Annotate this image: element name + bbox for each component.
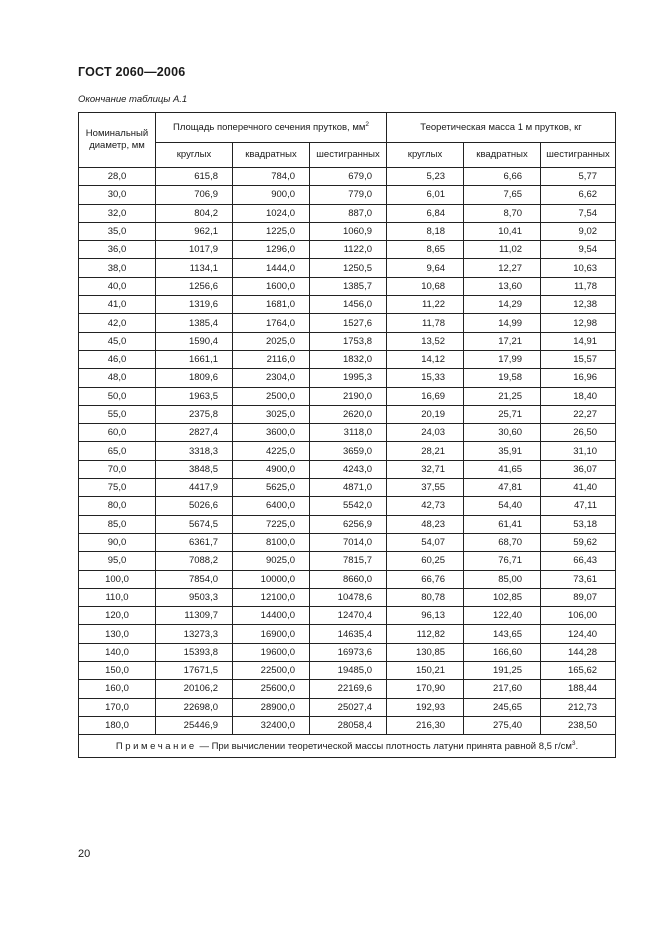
value-cell: 14,91 <box>541 332 616 350</box>
value-cell: 73,61 <box>541 570 616 588</box>
table-row <box>79 698 616 716</box>
value-cell: 19,58 <box>464 369 541 387</box>
value-cell: 6256,9 <box>310 515 387 533</box>
value-cell: 1385,4 <box>156 314 233 332</box>
value-cell: 784,0 <box>233 168 310 186</box>
value-cell: 16,96 <box>541 369 616 387</box>
value-cell: 3659,0 <box>310 442 387 460</box>
value-cell: 706,9 <box>156 186 233 204</box>
value-cell: 170,90 <box>387 680 464 698</box>
value-cell: 13,52 <box>387 332 464 350</box>
value-cell: 1134,1 <box>156 259 233 277</box>
table-body <box>79 168 616 735</box>
value-cell: 22500,0 <box>233 662 310 680</box>
diameter-cell: 35,0 <box>79 222 156 240</box>
diameter-cell: 160,0 <box>79 680 156 698</box>
value-cell: 11,02 <box>464 241 541 259</box>
value-cell: 41,65 <box>464 460 541 478</box>
value-cell: 12,38 <box>541 296 616 314</box>
diameter-cell: 30,0 <box>79 186 156 204</box>
value-cell: 1385,7 <box>310 277 387 295</box>
value-cell: 2304,0 <box>233 369 310 387</box>
value-cell: 4871,0 <box>310 479 387 497</box>
diameter-cell: 40,0 <box>79 277 156 295</box>
value-cell: 66,76 <box>387 570 464 588</box>
value-cell: 7854,0 <box>156 570 233 588</box>
value-cell: 17,99 <box>464 350 541 368</box>
value-cell: 10478,6 <box>310 588 387 606</box>
table-row <box>79 479 616 497</box>
value-cell: 6,84 <box>387 204 464 222</box>
value-cell: 15393,8 <box>156 643 233 661</box>
diameter-cell: 95,0 <box>79 552 156 570</box>
value-cell: 12100,0 <box>233 588 310 606</box>
value-cell: 900,0 <box>233 186 310 204</box>
value-cell: 30,60 <box>464 424 541 442</box>
value-cell: 1753,8 <box>310 332 387 350</box>
value-cell: 19600,0 <box>233 643 310 661</box>
value-cell: 8,65 <box>387 241 464 259</box>
value-cell: 10,63 <box>541 259 616 277</box>
table-row <box>79 222 616 240</box>
value-cell: 4417,9 <box>156 479 233 497</box>
value-cell: 59,62 <box>541 533 616 551</box>
value-cell: 6,66 <box>464 168 541 186</box>
value-cell: 42,73 <box>387 497 464 515</box>
value-cell: 2116,0 <box>233 350 310 368</box>
value-cell: 2620,0 <box>310 405 387 423</box>
table-row <box>79 533 616 551</box>
value-cell: 8100,0 <box>233 533 310 551</box>
value-cell: 1256,6 <box>156 277 233 295</box>
value-cell: 60,25 <box>387 552 464 570</box>
diameter-cell: 180,0 <box>79 716 156 734</box>
table-row <box>79 625 616 643</box>
value-cell: 53,18 <box>541 515 616 533</box>
value-cell: 19485,0 <box>310 662 387 680</box>
value-cell: 96,13 <box>387 607 464 625</box>
value-cell: 76,71 <box>464 552 541 570</box>
value-cell: 14,12 <box>387 350 464 368</box>
value-cell: 166,60 <box>464 643 541 661</box>
value-cell: 9,02 <box>541 222 616 240</box>
value-cell: 144,28 <box>541 643 616 661</box>
value-cell: 89,07 <box>541 588 616 606</box>
value-cell: 6,62 <box>541 186 616 204</box>
diameter-cell: 100,0 <box>79 570 156 588</box>
value-cell: 615,8 <box>156 168 233 186</box>
value-cell: 3600,0 <box>233 424 310 442</box>
subheader-mass-square: квадратных <box>464 143 541 168</box>
value-cell: 2500,0 <box>233 387 310 405</box>
value-cell: 1527,6 <box>310 314 387 332</box>
value-cell: 1963,5 <box>156 387 233 405</box>
table-row <box>79 570 616 588</box>
value-cell: 4225,0 <box>233 442 310 460</box>
value-cell: 2375,8 <box>156 405 233 423</box>
table-row <box>79 424 616 442</box>
value-cell: 17,21 <box>464 332 541 350</box>
value-cell: 2190,0 <box>310 387 387 405</box>
value-cell: 8,70 <box>464 204 541 222</box>
value-cell: 35,91 <box>464 442 541 460</box>
value-cell: 16900,0 <box>233 625 310 643</box>
value-cell: 122,40 <box>464 607 541 625</box>
value-cell: 3318,3 <box>156 442 233 460</box>
value-cell: 20106,2 <box>156 680 233 698</box>
value-cell: 21,25 <box>464 387 541 405</box>
value-cell: 15,33 <box>387 369 464 387</box>
value-cell: 28900,0 <box>233 698 310 716</box>
value-cell: 48,23 <box>387 515 464 533</box>
value-cell: 9,54 <box>541 241 616 259</box>
table-row <box>79 332 616 350</box>
value-cell: 10,41 <box>464 222 541 240</box>
value-cell: 37,55 <box>387 479 464 497</box>
value-cell: 124,40 <box>541 625 616 643</box>
value-cell: 7088,2 <box>156 552 233 570</box>
table-row <box>79 277 616 295</box>
value-cell: 1444,0 <box>233 259 310 277</box>
value-cell: 18,40 <box>541 387 616 405</box>
value-cell: 11,78 <box>387 314 464 332</box>
value-cell: 32400,0 <box>233 716 310 734</box>
diameter-cell: 170,0 <box>79 698 156 716</box>
value-cell: 1764,0 <box>233 314 310 332</box>
value-cell: 10,68 <box>387 277 464 295</box>
value-cell: 28,21 <box>387 442 464 460</box>
value-cell: 12,98 <box>541 314 616 332</box>
value-cell: 106,00 <box>541 607 616 625</box>
value-cell: 25027,4 <box>310 698 387 716</box>
value-cell: 212,73 <box>541 698 616 716</box>
value-cell: 1017,9 <box>156 241 233 259</box>
subheader-mass-hex: шестигранных <box>541 143 616 168</box>
data-table <box>78 112 616 758</box>
value-cell: 1590,4 <box>156 332 233 350</box>
value-cell: 54,40 <box>464 497 541 515</box>
value-cell: 1122,0 <box>310 241 387 259</box>
value-cell: 80,78 <box>387 588 464 606</box>
diameter-cell: 75,0 <box>79 479 156 497</box>
value-cell: 245,65 <box>464 698 541 716</box>
value-cell: 12470,4 <box>310 607 387 625</box>
value-cell: 1250,5 <box>310 259 387 277</box>
value-cell: 8660,0 <box>310 570 387 588</box>
diameter-cell: 110,0 <box>79 588 156 606</box>
table-row <box>79 607 616 625</box>
value-cell: 191,25 <box>464 662 541 680</box>
table-row <box>79 460 616 478</box>
table-row <box>79 552 616 570</box>
value-cell: 5674,5 <box>156 515 233 533</box>
page-number: 20 <box>78 848 91 860</box>
value-cell: 8,18 <box>387 222 464 240</box>
value-cell: 25600,0 <box>233 680 310 698</box>
table-row <box>79 662 616 680</box>
value-cell: 85,00 <box>464 570 541 588</box>
table-row <box>79 350 616 368</box>
value-cell: 7014,0 <box>310 533 387 551</box>
value-cell: 216,30 <box>387 716 464 734</box>
document-code: ГОСТ 2060—2006 <box>78 65 186 79</box>
value-cell: 25446,9 <box>156 716 233 734</box>
table-row <box>79 643 616 661</box>
value-cell: 68,70 <box>464 533 541 551</box>
value-cell: 779,0 <box>310 186 387 204</box>
value-cell: 4243,0 <box>310 460 387 478</box>
table-row <box>79 515 616 533</box>
value-cell: 11,78 <box>541 277 616 295</box>
table-row <box>79 369 616 387</box>
table-row <box>79 716 616 734</box>
value-cell: 16973,6 <box>310 643 387 661</box>
table-row <box>79 241 616 259</box>
value-cell: 130,85 <box>387 643 464 661</box>
value-cell: 9025,0 <box>233 552 310 570</box>
value-cell: 22169,6 <box>310 680 387 698</box>
value-cell: 11,22 <box>387 296 464 314</box>
value-cell: 15,57 <box>541 350 616 368</box>
value-cell: 4900,0 <box>233 460 310 478</box>
value-cell: 47,81 <box>464 479 541 497</box>
value-cell: 41,40 <box>541 479 616 497</box>
value-cell: 12,27 <box>464 259 541 277</box>
diameter-cell: 60,0 <box>79 424 156 442</box>
diameter-cell: 41,0 <box>79 296 156 314</box>
subheader-area-hex: шестигранных <box>310 143 387 168</box>
diameter-cell: 48,0 <box>79 369 156 387</box>
value-cell: 66,43 <box>541 552 616 570</box>
value-cell: 804,2 <box>156 204 233 222</box>
value-cell: 1681,0 <box>233 296 310 314</box>
subheader-mass-round: круглых <box>387 143 464 168</box>
table-row <box>79 204 616 222</box>
value-cell: 7815,7 <box>310 552 387 570</box>
value-cell: 188,44 <box>541 680 616 698</box>
value-cell: 1296,0 <box>233 241 310 259</box>
value-cell: 17671,5 <box>156 662 233 680</box>
value-cell: 1060,9 <box>310 222 387 240</box>
diameter-cell: 32,0 <box>79 204 156 222</box>
diameter-cell: 65,0 <box>79 442 156 460</box>
value-cell: 679,0 <box>310 168 387 186</box>
value-cell: 13,60 <box>464 277 541 295</box>
diameter-cell: 38,0 <box>79 259 156 277</box>
value-cell: 962,1 <box>156 222 233 240</box>
header-area-group: Площадь поперечного сечения прутков, $мм^2$ <box>156 113 387 143</box>
value-cell: 22698,0 <box>156 698 233 716</box>
value-cell: 275,40 <box>464 716 541 734</box>
value-cell: 26,50 <box>541 424 616 442</box>
value-cell: 5,23 <box>387 168 464 186</box>
value-cell: 25,71 <box>464 405 541 423</box>
diameter-cell: 50,0 <box>79 387 156 405</box>
table-row <box>79 387 616 405</box>
value-cell: 31,10 <box>541 442 616 460</box>
value-cell: 10000,0 <box>233 570 310 588</box>
value-cell: 47,11 <box>541 497 616 515</box>
value-cell: 238,50 <box>541 716 616 734</box>
value-cell: 1995,3 <box>310 369 387 387</box>
value-cell: 14,29 <box>464 296 541 314</box>
diameter-cell: 45,0 <box>79 332 156 350</box>
value-cell: 9,64 <box>387 259 464 277</box>
value-cell: 28058,4 <box>310 716 387 734</box>
value-cell: 5,77 <box>541 168 616 186</box>
header-mass-group: Теоретическая масса 1 м прутков, кг <box>387 113 616 143</box>
value-cell: 192,93 <box>387 698 464 716</box>
table-row <box>79 168 616 186</box>
value-cell: 217,60 <box>464 680 541 698</box>
value-cell: 3118,0 <box>310 424 387 442</box>
value-cell: 11309,7 <box>156 607 233 625</box>
diameter-cell: 46,0 <box>79 350 156 368</box>
table-row <box>79 186 616 204</box>
value-cell: 36,07 <box>541 460 616 478</box>
diameter-cell: 85,0 <box>79 515 156 533</box>
diameter-cell: 120,0 <box>79 607 156 625</box>
table-row <box>79 296 616 314</box>
value-cell: 2827,4 <box>156 424 233 442</box>
value-cell: 54,07 <box>387 533 464 551</box>
table-caption: Окончание таблицы А.1 <box>78 94 188 105</box>
table-row <box>79 405 616 423</box>
value-cell: 5026,6 <box>156 497 233 515</box>
value-cell: 32,71 <box>387 460 464 478</box>
subheader-area-round: круглых <box>156 143 233 168</box>
value-cell: 22,27 <box>541 405 616 423</box>
value-cell: 1600,0 <box>233 277 310 295</box>
value-cell: 6361,7 <box>156 533 233 551</box>
value-cell: 887,0 <box>310 204 387 222</box>
value-cell: 3025,0 <box>233 405 310 423</box>
diameter-cell: 90,0 <box>79 533 156 551</box>
value-cell: 61,41 <box>464 515 541 533</box>
table-row <box>79 442 616 460</box>
value-cell: 1832,0 <box>310 350 387 368</box>
value-cell: 3848,5 <box>156 460 233 478</box>
value-cell: 102,85 <box>464 588 541 606</box>
value-cell: 7,54 <box>541 204 616 222</box>
value-cell: 1456,0 <box>310 296 387 314</box>
diameter-cell: 55,0 <box>79 405 156 423</box>
value-cell: 1809,6 <box>156 369 233 387</box>
value-cell: 1225,0 <box>233 222 310 240</box>
diameter-cell: 70,0 <box>79 460 156 478</box>
diameter-cell: 28,0 <box>79 168 156 186</box>
value-cell: 14635,4 <box>310 625 387 643</box>
table-row <box>79 497 616 515</box>
value-cell: 1024,0 <box>233 204 310 222</box>
value-cell: 16,69 <box>387 387 464 405</box>
value-cell: 1661,1 <box>156 350 233 368</box>
table-row <box>79 588 616 606</box>
table-row <box>79 259 616 277</box>
diameter-cell: 42,0 <box>79 314 156 332</box>
value-cell: 112,82 <box>387 625 464 643</box>
subheader-area-square: квадратных <box>233 143 310 168</box>
value-cell: 150,21 <box>387 662 464 680</box>
diameter-cell: 130,0 <box>79 625 156 643</box>
value-cell: 6400,0 <box>233 497 310 515</box>
value-cell: 5542,0 <box>310 497 387 515</box>
value-cell: 9503,3 <box>156 588 233 606</box>
value-cell: 7,65 <box>464 186 541 204</box>
value-cell: 13273,3 <box>156 625 233 643</box>
diameter-cell: 140,0 <box>79 643 156 661</box>
value-cell: 2025,0 <box>233 332 310 350</box>
value-cell: 165,62 <box>541 662 616 680</box>
table-row <box>79 680 616 698</box>
value-cell: 6,01 <box>387 186 464 204</box>
diameter-cell: 150,0 <box>79 662 156 680</box>
value-cell: 14,99 <box>464 314 541 332</box>
value-cell: 5625,0 <box>233 479 310 497</box>
table-row <box>79 314 616 332</box>
table-note: Примечание — При вычислении теоретической массы плотность латуни принята равной 8,5 $г/см^3$. <box>79 735 616 758</box>
diameter-cell: 36,0 <box>79 241 156 259</box>
value-cell: 143,65 <box>464 625 541 643</box>
value-cell: 20,19 <box>387 405 464 423</box>
diameter-cell: 80,0 <box>79 497 156 515</box>
value-cell: 7225,0 <box>233 515 310 533</box>
value-cell: 24,03 <box>387 424 464 442</box>
value-cell: 1319,6 <box>156 296 233 314</box>
value-cell: 14400,0 <box>233 607 310 625</box>
header-diameter: Номинальный диаметр, мм <box>79 113 156 168</box>
